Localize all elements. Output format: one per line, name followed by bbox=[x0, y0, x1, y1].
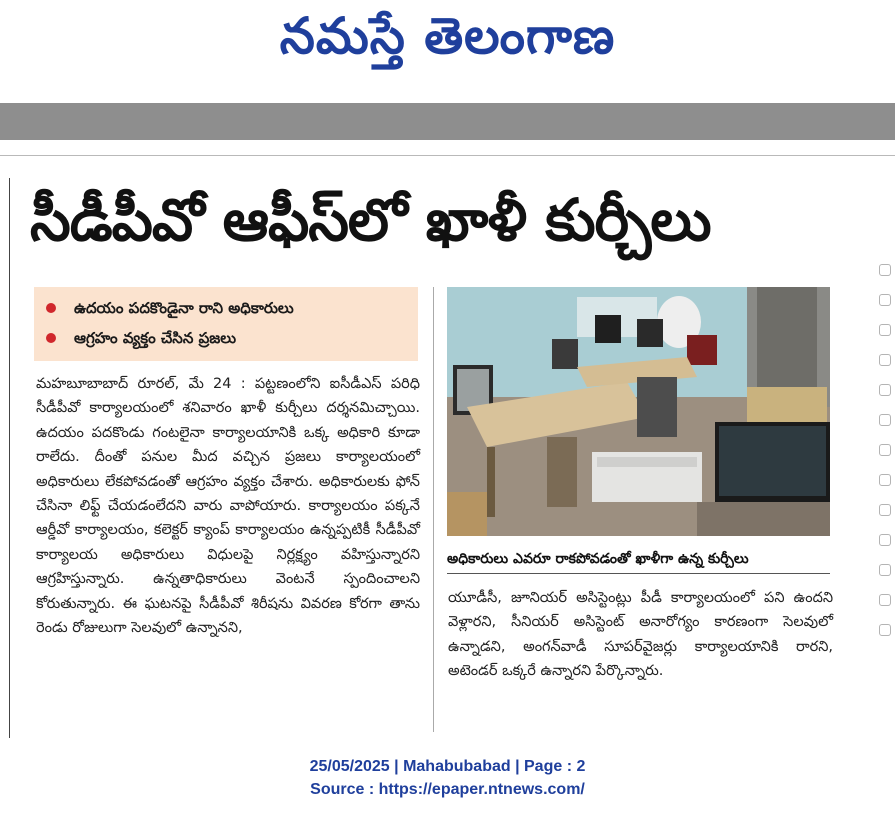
masthead bbox=[0, 0, 895, 100]
source-link[interactable]: Source : https://epaper.ntnews.com/ bbox=[310, 781, 585, 798]
article-headline: సీడీపీవో ఆఫీస్‌లో ఖాళీ కుర్చీలు bbox=[30, 186, 711, 254]
article-body-right: యూడీసీ, జూనియర్ అసిస్టెంట్లు పీడీ కార్యాలయంలో పని ఉందని వెళ్లారని, సీనియర్ అసిస్టెంట్ అనారోగ్యం కారణంగా సెలవులో ఉన్నాడని, అంగన్‌వాడీ సూపర్‌వైజర్లు కార్యాలయానికి రారని, అటెండర్ ఒక్కరే ఉన్నారని పేర్కొన్నారు. bbox=[448, 590, 833, 680]
highlight-box bbox=[34, 287, 418, 361]
column-divider bbox=[433, 287, 434, 732]
clip-border bbox=[9, 178, 10, 738]
bullet-dot-icon bbox=[46, 333, 56, 343]
header-bar bbox=[0, 103, 895, 140]
highlight-text: ఉదయం పదకొండైనా రాని అధికారులు bbox=[74, 299, 294, 317]
article-body-left: మహబూబాబాద్ రూరల్, మే 24 : పట్టణంలోని ఐసీడీఎస్ పరిధి సీడీపీవో కార్యాలయంలో శనివారం ఖాళీ కుర్చీలు దర్శనమిచ్చాయి. ఉదయం పదకొండు గంటలైనా కార్యాలయానికి ఒక్క అధికారి కూడా రాలేదు. దీంతో పనుల మీద వచ్చిన ప్రజలు కార్యాలయంలో అధికారులు లేకపోవడంతో ఆగ్రహం వ్యక్తం చేశారు. అధికారులకు ఫోన్ చేసినా లిఫ్ట్ చేయడంలేదని వారు వాపోయారు. కార్యాలయం పక్కనే ఆర్డీవో కార్యాలయం, కలెక్టర్ క్యాంప్ కార్యాలయం ఉన్నప్పటికీ సీడీపీవో కార్యాలయ అధికారులు విధులపై నిర్లక్ష్యం వహిస్తున్నారని ఆగ్రహిస్తున్నారు. ఉన్నతాధికారులు వెంటనే స్పందించాలని కోరుతున్నారు. ఈ ఘటనపై సీడీపీవో శిరీషను వివరణ కోరగా తాను రెండు రోజులుగా సెలవులో ఉన్నానని, bbox=[36, 376, 420, 637]
newspaper-logo: నమస్తే తెలంగాణ bbox=[279, 6, 616, 65]
highlight-item bbox=[34, 323, 418, 353]
highlight-text: ఆగ్రహం వ్యక్తం చేసిన ప్రజలు bbox=[74, 329, 237, 347]
edition-info: 25/05/2025 | Mahabubabad | Page : 2 bbox=[309, 758, 586, 775]
photo-caption: అధికారులు ఎవరూ రాకపోవడంతో ఖాళీగా ఉన్న కుర్చీలు bbox=[447, 545, 830, 574]
article-photo bbox=[447, 287, 830, 536]
bullet-dot-icon bbox=[46, 303, 56, 313]
highlight-item bbox=[34, 293, 418, 323]
divider bbox=[0, 155, 895, 156]
adjacent-article-edge bbox=[873, 258, 895, 738]
